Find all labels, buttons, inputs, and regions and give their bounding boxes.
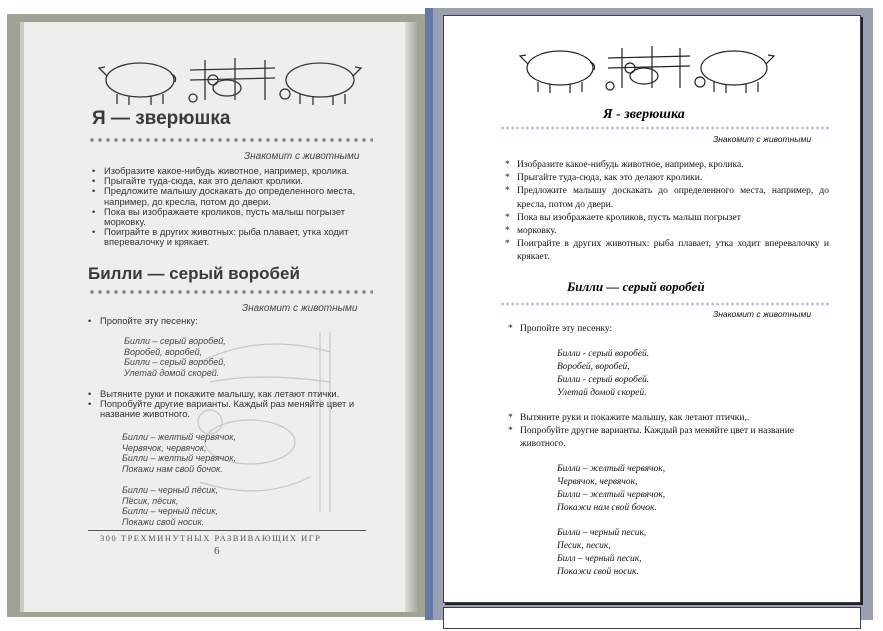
doc-poem-3 (557, 527, 646, 579)
poem-line: Покажи свой носик. (557, 567, 639, 577)
page-number: 6 (214, 545, 220, 557)
doc-poem-1 (557, 348, 649, 400)
poem-line: Песик, песик, (557, 541, 611, 551)
poem-line: Билли – серый воробей, (124, 336, 226, 346)
next-document-page (443, 607, 861, 629)
poem-line: Билли - серый воробей. (557, 349, 650, 359)
page-edge (405, 22, 417, 612)
list-item: * Пропойте эту песенку: (508, 323, 828, 336)
list-item: * Поиграйте в других животных: рыба плавает, утка ходит вперевалочку и крякает. (505, 238, 829, 264)
scan-footer: 300 ТРЕХМИНУТНЫХ РАЗВИВАЮЩИХ ИГР (100, 533, 322, 543)
poem-line: Улетай домой скорей. (557, 388, 647, 398)
list-item: • Поиграйте в других животных: рыба плавает, утка ходит вперевалочку и крякает. (92, 227, 372, 247)
poem-line: Билл – черный песик, (557, 554, 642, 564)
list-item: • Пропойте эту песенку: (88, 316, 368, 326)
poem-line: Червячок, червячок, (122, 442, 207, 453)
list-item: * Предложите малышу доскакать до определенного места, например, до кресла, потом до двери. (505, 185, 829, 211)
scan-dotted-rule-1 (88, 138, 373, 142)
list-item: • Изобразите какое-нибудь животное, например, кролика. (92, 166, 372, 176)
doc-bullet-list-2 (508, 412, 828, 451)
poem-line: Билли – черный песик, (557, 528, 647, 538)
doc-subtitle-2: Знакомит с животными (713, 309, 812, 319)
poem-line: Покажи нам свой бочок. (122, 463, 223, 474)
poem-line: Билли – желтый червячок, (122, 453, 237, 463)
doc-bullet-list-1 (505, 159, 829, 265)
list-item: * Пока вы изображаете кроликов, пусть малыш погрызет (505, 212, 829, 225)
doc-subtitle-1: Знакомит с животными (713, 134, 812, 144)
list-item: • Вытяните руки и покажите малышу, как летают птички. (88, 389, 360, 399)
list-item: • Предложите малышу доскакать до определенного места, например, до кресла, потом до двери. (92, 186, 372, 206)
scan-subtitle-2: Знакомит с животными (242, 303, 358, 314)
poem-line: Воробей, воробей, (557, 362, 630, 372)
doc-poem-2 (557, 463, 665, 515)
list-item: * морковку. (505, 225, 829, 238)
poem-line: Воробей, воробей, (124, 346, 203, 357)
scan-bullet-list-2 (88, 389, 360, 420)
poem-line: Билли – желтый червячок, (557, 490, 666, 500)
poem-line: Червячок, червячок, (557, 477, 638, 487)
scan-poem-3 (122, 485, 218, 527)
list-item: • Прыгайте туда-сюда, как это делают кролики. (92, 176, 372, 186)
list-item: * Прыгайте туда-сюда, как это делают кролики. (505, 172, 829, 185)
scan-poem-2 (122, 432, 236, 474)
split-divider[interactable] (425, 8, 433, 620)
poem-line: Покажи свой носик. (122, 516, 205, 527)
doc-dotted-rule-2 (500, 302, 830, 306)
farm-animals-illustration (95, 50, 370, 108)
list-item: * Вытяните руки и покажите малышу, как летают птички,. (508, 412, 828, 425)
scan-heading-2: Билли — серый воробей (88, 264, 300, 283)
farm-animals-illustration (518, 38, 780, 98)
poem-line: Улетай домой скорей. (124, 367, 220, 378)
poem-line: Билли – черный пёсик, (122, 506, 218, 516)
doc-song-bullet (508, 323, 828, 336)
list-item: * Изобразите какое-нибудь животное, например, кролика. (505, 159, 829, 172)
scan-subtitle-1: Знакомит с животными (244, 151, 360, 162)
poem-line: Билли – серый воробей, (124, 357, 226, 367)
scan-heading-1: Я — зверюшка (92, 108, 231, 129)
poem-line: Билли – желтый червячок, (557, 464, 666, 474)
scan-dotted-rule-2 (88, 290, 373, 294)
poem-line: Билли – желтый червячок, (122, 432, 237, 442)
poem-line: Пёсик, пёсик, (122, 495, 179, 506)
doc-heading-2: Билли — серый воробей (567, 279, 705, 294)
footer-rule (88, 530, 366, 531)
doc-heading-1: Я - зверюшка (603, 107, 685, 122)
poem-line: Билли – черный пёсик, (122, 485, 218, 495)
scan-bullet-list-1 (92, 166, 372, 248)
scan-poem-1 (124, 336, 226, 378)
poem-line: Покажи нам свой бочок. (557, 503, 657, 513)
list-item: * Попробуйте другие варианты. Каждый раз меняйте цвет и название животного. (508, 425, 828, 451)
list-item: • Попробуйте другие варианты. Каждый раз меняйте цвет и название животного. (88, 399, 360, 419)
doc-dotted-rule-1 (500, 126, 830, 130)
list-item: • Пока вы изображаете кроликов, пусть малыш погрызет морковку. (92, 207, 372, 227)
poem-line: Билли - серый воробей. (557, 375, 650, 385)
